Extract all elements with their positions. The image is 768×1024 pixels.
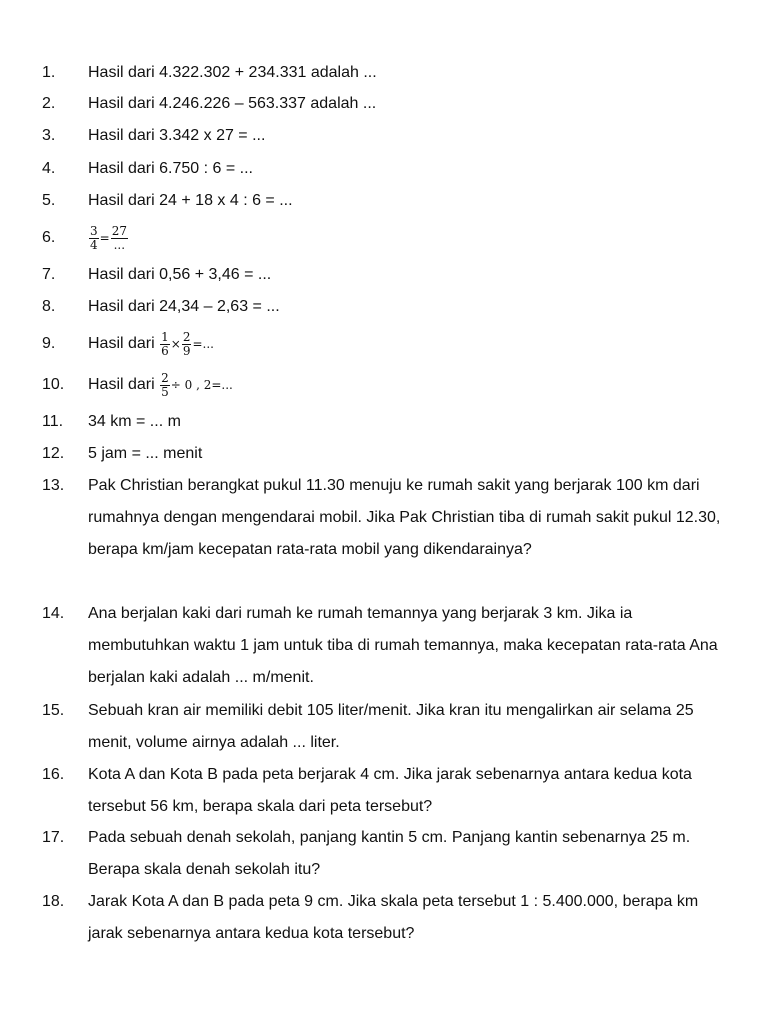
question-number: 8.	[42, 298, 56, 315]
question-prefix: Hasil dari	[88, 376, 160, 394]
question-number: 6.	[42, 229, 56, 246]
question-number: 18.	[42, 893, 65, 910]
fraction-numerator: 27	[111, 223, 127, 238]
fraction-denominator: 4	[90, 237, 98, 252]
equals-sign: =	[99, 231, 110, 245]
fraction-numerator: 3	[90, 223, 98, 238]
question-text: Jarak Kota A dan B pada peta 9 cm. Jika skala peta tersebut 1 : 5.400.000, berapa km jarak sebenarnya antara kedua kota tersebut?	[88, 893, 699, 942]
question-text: Hasil dari 3.342 x 27 = ...	[88, 127, 266, 144]
fraction-denominator: 6	[161, 343, 169, 358]
multiply-sign: ×	[170, 337, 181, 351]
fraction-denominator: ...	[113, 237, 126, 252]
question-number: 17.	[42, 829, 65, 846]
question-number: 13.	[42, 477, 65, 494]
question-text: Hasil dari 4.322.302 + 234.331 adalah ...	[88, 64, 377, 81]
fraction	[111, 225, 128, 252]
fraction-numerator: 2	[182, 329, 191, 344]
fraction-denominator: 9	[182, 343, 191, 358]
fraction	[182, 331, 192, 358]
question-number: 16.	[42, 766, 65, 783]
question-text: Pada sebuah denah sekolah, panjang kantin 5 cm. Panjang kantin sebenarnya 25 m. Berapa skala denah sekolah itu?	[88, 829, 691, 878]
question-text: Hasil dari 24 + 18 x 4 : 6 = ...	[88, 192, 293, 209]
question-text: Pak Christian berangkat pukul 11.30 menuju ke rumah sakit yang berjarak 100 km dari rumahnya dengan mengendarai mobil. Jika Pak Christian tiba di rumah sakit pukul 12.30, berapa km/jam kecepatan rata-rata mobil yang dikendarainya?	[88, 477, 721, 558]
fraction	[89, 225, 99, 252]
question-suffix: =...	[192, 337, 214, 351]
question-text: Hasil dari 4.246.226 – 563.337 adalah ...	[88, 95, 377, 112]
question-math	[88, 369, 734, 401]
question-text: 5 jam = ... menit	[88, 445, 203, 462]
question-math	[88, 328, 734, 360]
fraction-denominator: 5	[161, 384, 169, 399]
question-text: Sebuah kran air memiliki debit 105 liter/menit. Jika kran itu mengalirkan air selama 25 menit, volume airnya adalah ... liter.	[88, 702, 694, 751]
question-suffix: ÷ 0 , 2=...	[170, 378, 233, 392]
fraction	[160, 331, 170, 358]
question-number: 15.	[42, 702, 65, 719]
question-number: 11.	[42, 413, 64, 430]
question-text: Kota A dan Kota B pada peta berjarak 4 cm. Jika jarak sebenarnya antara kedua kota tersebut 56 km, berapa skala dari peta tersebut?	[88, 766, 692, 815]
fraction-numerator: 2	[161, 370, 169, 385]
question-number: 14.	[42, 605, 65, 622]
question-number: 2.	[42, 95, 56, 112]
question-text: 34 km = ... m	[88, 413, 181, 430]
question-number: 1.	[42, 64, 56, 81]
question-text: Hasil dari 0,56 + 3,46 = ...	[88, 266, 272, 283]
question-text: Ana berjalan kaki dari rumah ke rumah temannya yang berjarak 3 km. Jika ia membutuhkan waktu 1 jam untuk tiba di rumah temannya, maka kecepatan rata-rata Ana berjalan kaki adalah ... m/menit.	[88, 605, 718, 686]
question-prefix: Hasil dari	[88, 335, 160, 353]
question-number: 10.	[42, 376, 65, 393]
question-number: 5.	[42, 192, 56, 209]
question-number: 9.	[42, 335, 56, 352]
question-text: Hasil dari 6.750 : 6 = ...	[88, 160, 253, 177]
fraction-numerator: 1	[161, 329, 169, 344]
question-text: Hasil dari 24,34 – 2,63 = ...	[88, 298, 280, 315]
question-math	[88, 222, 734, 254]
question-number: 7.	[42, 266, 56, 283]
question-number: 3.	[42, 127, 56, 144]
question-number: 4.	[42, 160, 56, 177]
question-number: 12.	[42, 445, 65, 462]
fraction	[160, 372, 170, 399]
